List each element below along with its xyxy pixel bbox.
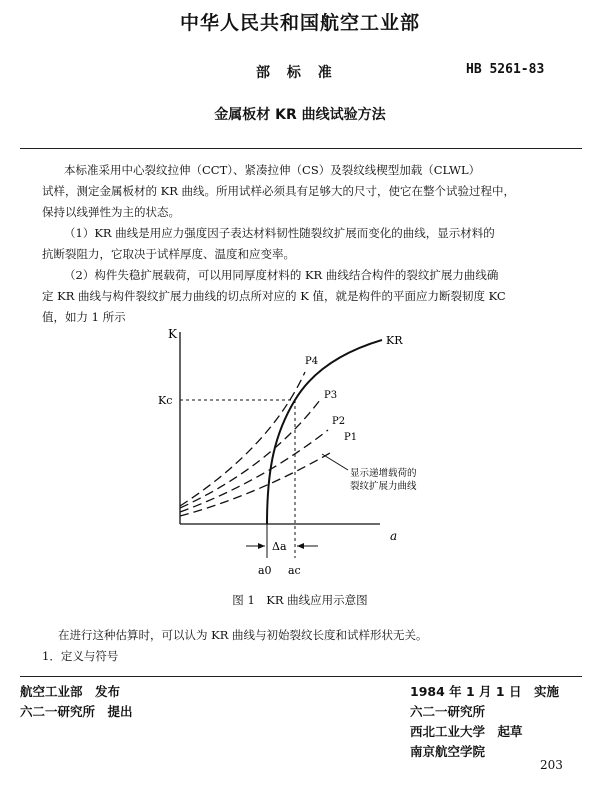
para3-line3: 值，如力 1 所示 [42,310,126,324]
standard-type: 部 标 准 [256,65,338,81]
footer-right [410,682,559,762]
label-p3: P3 [324,390,338,401]
kr-curve-figure [150,318,440,580]
drafter-1: 六二一研究所 [410,704,486,719]
figure-caption: 图 1 KR 曲线应用示意图 [232,593,368,607]
proposed-by: 六二一研究所 提出 [20,704,133,719]
footer-left [20,682,133,722]
kr-curve [267,340,382,524]
label-p4: P4 [305,356,319,367]
header-rule [20,148,582,149]
para1-line2: 试样，测定金属板材的 KR 曲线。所用试样必须具有足够大的尺寸，使它在整个试验过程中， [42,184,516,198]
effective-date: 1984 年 1 月 1 日 实施 [410,684,559,699]
para3-line1: （2）构件失稳扩展载荷，可以用同厚度材料的 KR 曲线结合构件的裂纹扩展力曲线确 [64,268,499,282]
annotation-line2: 裂纹扩展力曲线 [350,481,417,492]
curve-p4 [180,372,305,506]
curve-p1 [180,453,330,516]
estimate-note: 在进行这种估算时，可以认为 KR 曲线与初始裂纹长度和试样形状无关。 [58,628,428,642]
drafter-3: 南京航空学院 [410,744,486,759]
issued-by: 航空工业部 发布 [20,684,121,699]
para2-line2: 抗断裂阻力，它取决于试样厚度、温度和应变率。 [42,247,295,261]
ministry-name: 中华人民共和国航空工业部 [179,12,420,34]
after-figure-text [42,625,428,667]
annotation-line1: 显示递增载荷的 [350,468,417,479]
standard-number: HB 5261-83 [466,62,545,77]
curve-p2 [180,430,328,512]
document-title: 金属板材 KR 曲线试验方法 [214,107,386,123]
label-p2: P2 [332,416,346,427]
kc-label: Kc [158,394,173,407]
para1-line1: 本标准采用中心裂纹拉伸（CCT）、紧凑拉伸（CS）及裂纹线楔型加载（CLWL） [64,163,481,177]
para1-line3: 保持以线弹性为主的状态。 [42,205,180,219]
y-axis-label: K [168,327,177,341]
kr-label: KR [386,334,403,347]
para3-line2: 定 KR 曲线与构件裂纹扩展力曲线的切点所对应的 K 值，就是构件的平面应力断裂韧度 KC [42,289,506,303]
annotation-leader [322,454,348,470]
ac-label: ac [288,564,301,577]
delta-a-label: Δa [272,540,287,553]
x-axis-label: a [390,529,398,543]
a0-label: a0 [258,564,272,577]
section-heading: 1．定义与符号 [42,649,119,663]
drafter-2: 西北工业大学 起草 [410,724,523,739]
label-p1: P1 [344,432,358,443]
footer-rule [20,676,582,677]
body-paragraphs [42,160,578,328]
page-number: 203 [540,758,563,772]
para2-line1: （1）KR 曲线是用应力强度因子表达材料韧性随裂纹扩展而变化的曲线，显示材料的 [64,226,495,240]
